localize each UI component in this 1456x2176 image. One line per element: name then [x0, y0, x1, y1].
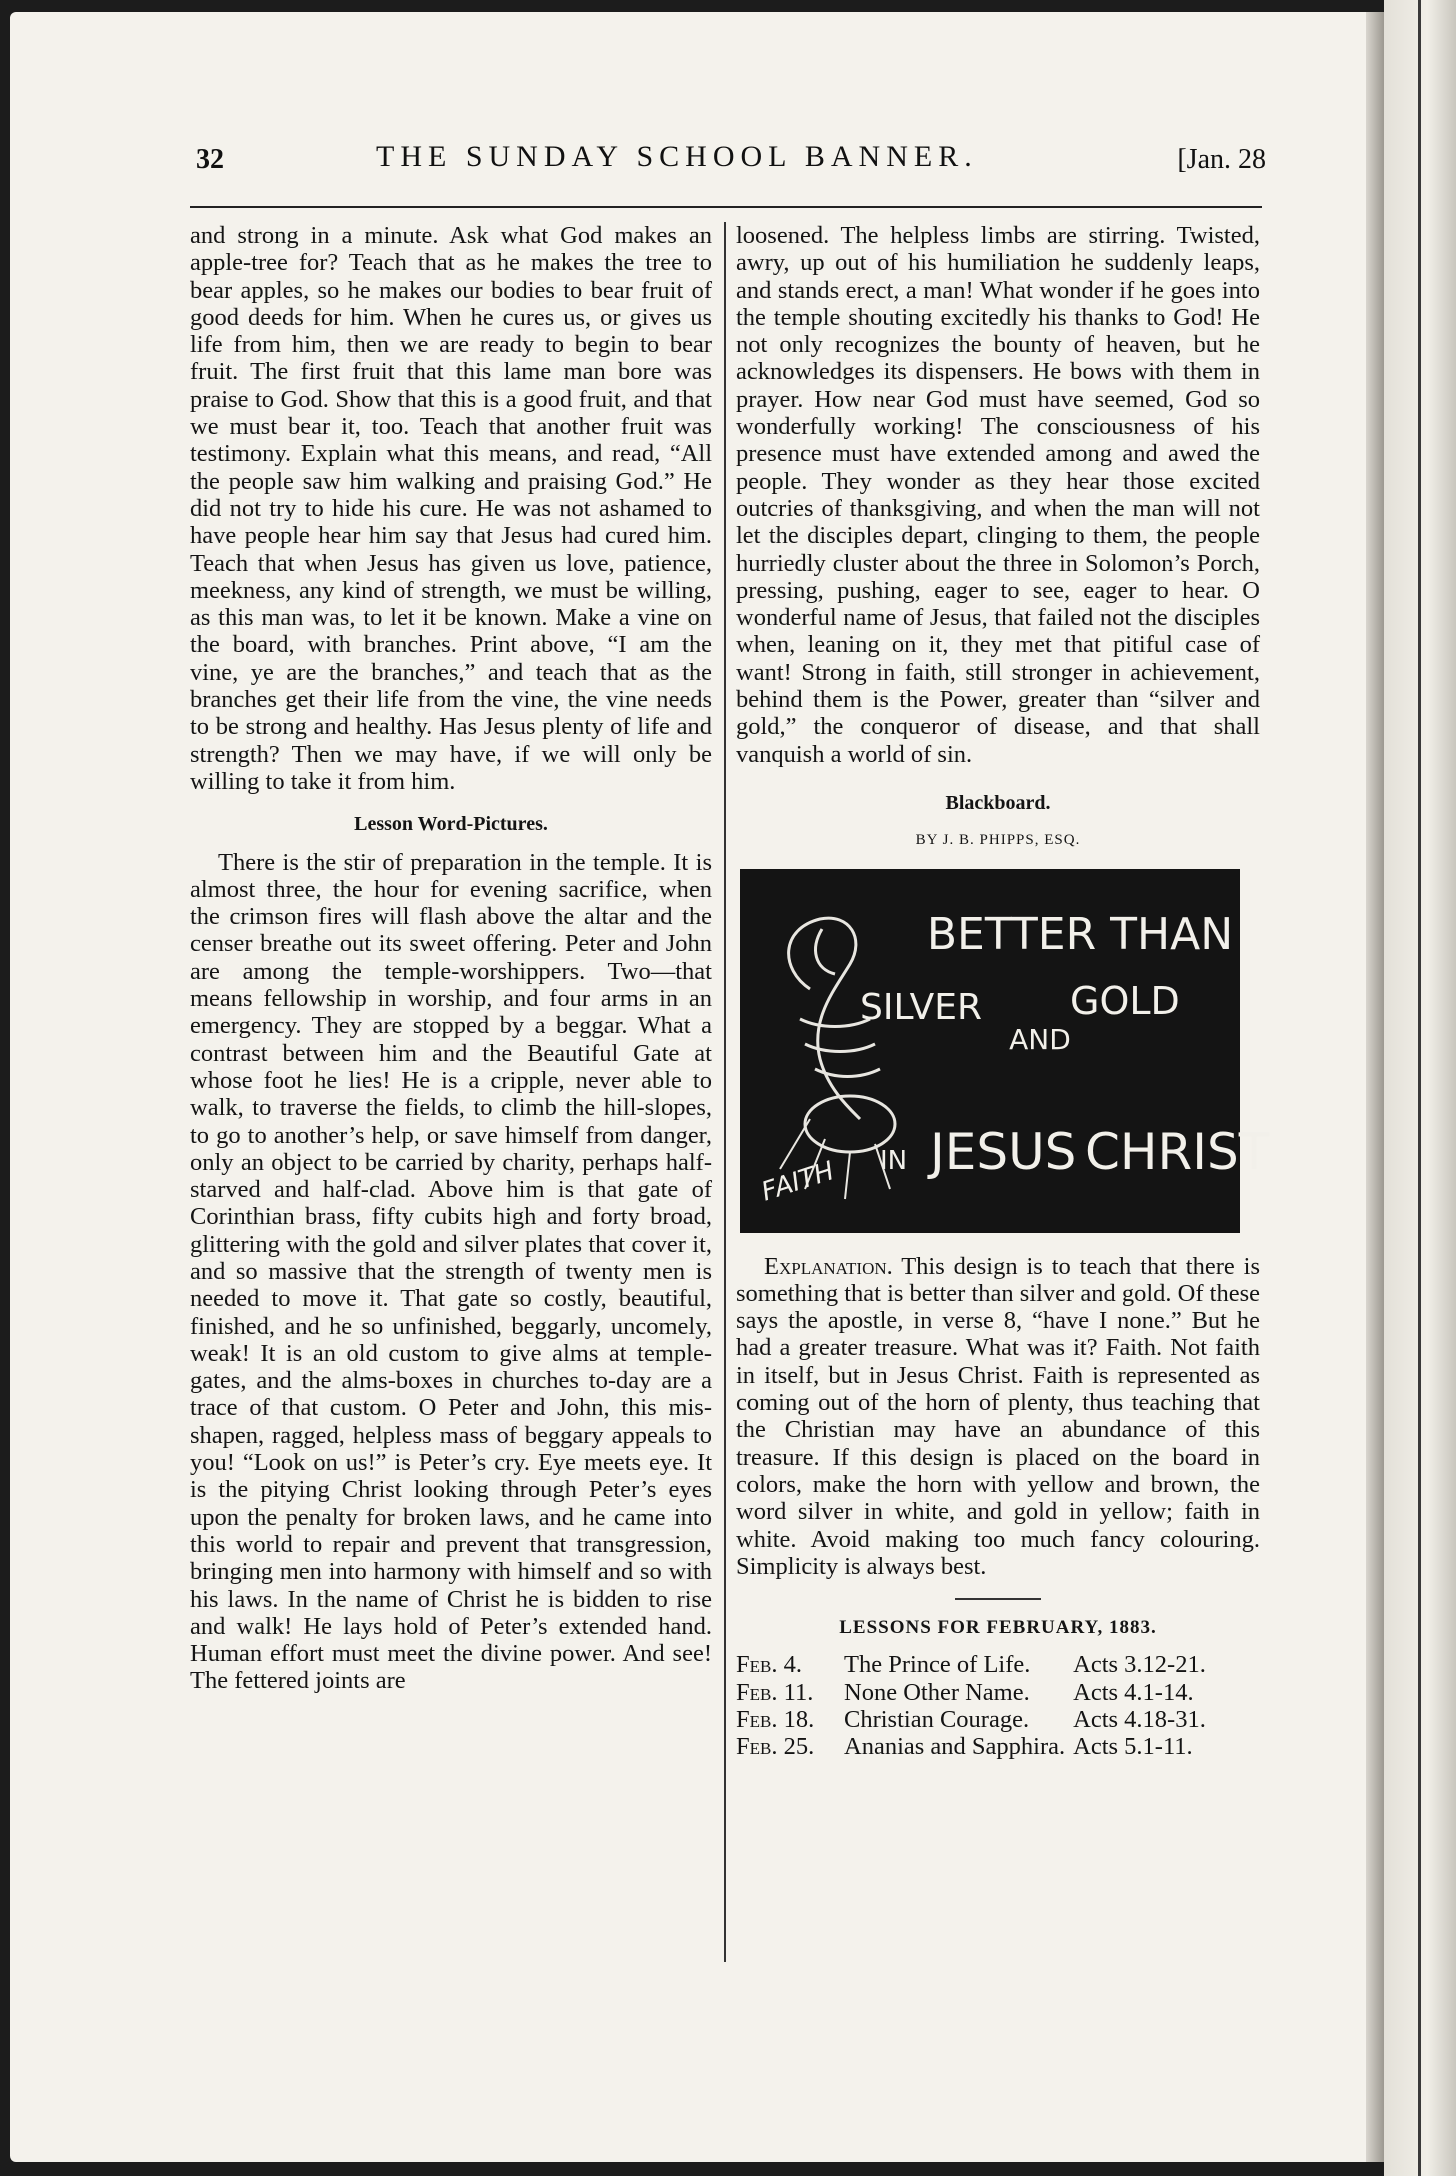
lesson-ref: Acts 5.1-11.	[1073, 1733, 1193, 1761]
lesson-title: Ananias and Sapphira.	[844, 1733, 1066, 1761]
blackboard-word-and: AND	[1009, 1022, 1071, 1056]
table-row	[736, 1733, 1214, 1760]
lesson-ref: Acts 4.18-31.	[1073, 1705, 1206, 1733]
lesson-title: The Prince of Life.	[844, 1651, 1031, 1679]
blackboard-byline: BY J. B. PHIPPS, ESQ.	[915, 832, 1081, 849]
lesson-title: Christian Courage.	[844, 1705, 1030, 1733]
page-edge-shadow	[1366, 12, 1384, 2162]
column-divider	[724, 222, 726, 1962]
lesson-title: None Other Name.	[844, 1678, 1030, 1706]
section-heading: Lesson Word-Pictures.	[354, 813, 548, 836]
lesson-date: Feb. 18.	[736, 1705, 815, 1733]
explanation-paragraph	[736, 1253, 1260, 1581]
issue-date: [Jan. 28	[1177, 144, 1266, 175]
running-title: THE SUNDAY SCHOOL BANNER.	[376, 140, 978, 173]
continued-paragraph: loosened. The helpless limbs are stirring. Twisted, awry, up out of his humiliation he suddenly leaps, and stands erect, a man! What wonder if he goes into the temple shouting excitedly his thanks to God! He not only recognizes the bounty of heaven, but he acknowledges its dispensers. He bows with them in prayer. How near God must have seemed, God so wonderfully working! The consciousness of his presence must have extended among and awed the people. They wonder as they hear those excited outcries of thanksgiving, and when the man will not let the disciples depart, clinging to them, the people hurriedly cluster about the three in Solomon’s Porch, pressing, pushing, eager to see, eager to hear. O wonderful name of Jesus, that failed not the disciples when, leaning on it, they met that pitiful case of want! Strong in faith, still stronger in achievement, behind them is the Power, greater than “silver and gold,” the conqueror of disease, and that shall vanquish a world of sin.	[736, 222, 1260, 768]
lesson-date: Feb. 4.	[736, 1651, 802, 1679]
horn-of-plenty-icon	[780, 918, 895, 1199]
blackboard-svg	[740, 869, 1270, 1233]
section-rule	[955, 1598, 1041, 1600]
blackboard-word-faith: FAITH	[757, 1155, 838, 1208]
lesson-date: Feb. 11.	[736, 1678, 814, 1706]
adjacent-page-edge	[1384, 0, 1456, 2176]
blackboard-line-better-than: BETTER THAN	[926, 908, 1234, 960]
blackboard-word-silver: SILVER	[860, 986, 982, 1028]
blackboard-word-gold: GOLD	[1070, 978, 1180, 1023]
table-row	[736, 1651, 1214, 1678]
lessons-heading: LESSONS FOR FEBRUARY, 1883.	[839, 1617, 1157, 1639]
table-row	[736, 1706, 1214, 1733]
lesson-date: Feb. 25.	[736, 1733, 815, 1761]
header-rule	[190, 206, 1262, 208]
lesson-ref: Acts 3.12-21.	[1073, 1651, 1206, 1679]
right-column	[736, 222, 1270, 1761]
page-number: 32	[196, 144, 224, 175]
explanation-label: Explanation.	[764, 1252, 893, 1280]
blackboard-word-christ: CHRIST	[1085, 1122, 1270, 1181]
explanation-text: This design is to teach that there is something that is better than silver and gold. Of these says the apostle, in verse 8, “have I none.” But he had a greater treasure. What was it? Faith. Not faith in itself, but in Jesus Christ. Faith is represented as coming out of the horn of plenty, thus teaching that the Christian may have an abundance of this treasure. If this design is placed on the board in colors, make the horn with yellow and brown, the word silver in white, and gold in yellow; faith in white. Avoid making too much fancy colouring. Simplicity is always best.	[736, 1252, 1260, 1580]
page-header	[196, 140, 1266, 190]
lesson-ref: Acts 4.1-14.	[1073, 1678, 1194, 1706]
blackboard-word-in: IN	[880, 1145, 908, 1176]
blackboard-heading: Blackboard.	[945, 791, 1051, 814]
left-column	[190, 222, 712, 1695]
intro-paragraph: and strong in a minute. Ask what God makes an apple-tree for? Teach that as he makes the tree to bear apples, so he makes our bodies to bear fruit of good deeds for him. When he cures us, or gives us life from him, then we are ready to begin to bear fruit. The first fruit that this lame man bore was praise to God. Show that this is a good fruit, and that we must bear it, too. Teach that another fruit was testimony. Explain what this means, and read, “All the people saw him walking and praising God.” He did not try to hide his cure. He was not ashamed to have people hear him say that Jesus had cured him. Teach that when Jesus has given us love, patience, meekness, any kind of strength, we must be willing, as this man was, to let it be known. Make a vine on the board, with branches. Print above, “I am the vine, ye are the branches,” and teach that as the branches get their life from the vine, the vine needs to be strong and healthy. Has Jesus plenty of life and strength? Then we may have, if we will only be willing to take it from him.	[190, 222, 712, 795]
blackboard-word-jesus: JESUS	[930, 1122, 1077, 1181]
page-edge-streak	[1418, 0, 1421, 2176]
word-pictures-paragraph: There is the stir of preparation in the temple. It is almost three, the hour for evening sacrifice, when the crimson fires will flash above the altar and the censer breathe out its sweet offering. Peter and John are among the temple-worshippers. Two—that means fellowship in worship, and four arms in an emergency. They are stopped by a beggar. What a contrast between him and the Beautiful Gate at whose foot he lies! He is a cripple, never able to walk, to traverse the fields, to climb the hill-slopes, to go to another’s help, or save himself from danger, only an object to be carried by charity, perhaps half-starved and half-clad. Above him is that gate of Corinthian brass, fifty cubits high and forty broad, glittering with the gold and silver plates that cover it, and so massive that the strength of twenty men is needed to move it. That gate so costly, beautiful, finished, and he so unfinished, beggarly, uncomely, weak! It is an old custom to give alms at temple-gates, and the alms-boxes in churches to-day are a trace of that custom. O Peter and John, this mis-shapen, ragged, helpless mass of beggary appeals to you! “Look on us!” is Peter’s cry. Eye meets eye. It is the pitying Christ looking through Peter’s eyes upon the penalty for broken laws, and he came into this world to repair and prevent that transgression, bringing men into harmony with himself and so with his laws. In the name of Christ he is bidden to rise and walk! He lays hold of Peter’s extended hand. Human effort must meet the divine power. And see! The fettered joints are	[190, 848, 712, 1695]
lessons-table	[736, 1651, 1214, 1760]
blackboard-illustration	[740, 869, 1270, 1233]
table-row	[736, 1679, 1214, 1706]
